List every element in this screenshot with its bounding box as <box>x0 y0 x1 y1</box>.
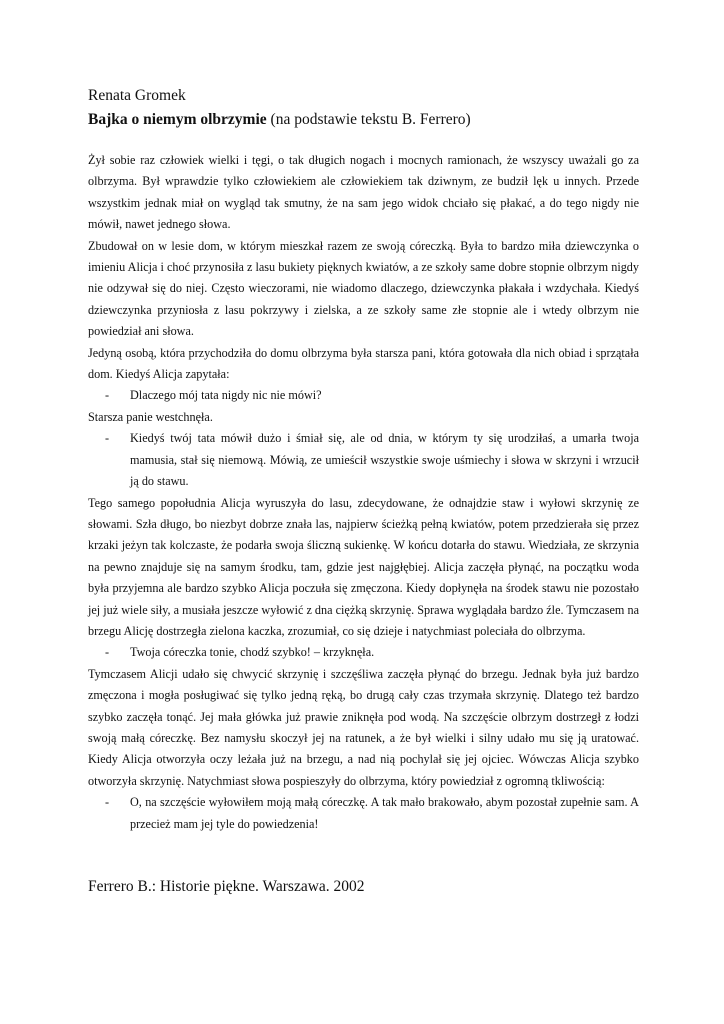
paragraph: Zbudował on w lesie dom, w którym mieszkał razem ze swoją córeczką. Była to bardzo miła dziewczynka o imieniu Alicja i choć przynosiła z lasu bukiety pięknych kwiatów, a ze szkoły same dobre stopnie olbrzym nigdy nie odzywał się do niej. Często wieczorami, nie wiadomo dlaczego, dziewczynka płakała i wzdychała. Kiedyś dziewczynka przyniosła z lasu pokrzywy i zielska, a ze szkoły same złe stopnie ale i wtedy olbrzym nie powiedział ani słowa. <box>88 238 639 339</box>
dialogue-text: Kiedyś twój tata mówił dużo i śmiał się, ale od dnia, w którym ty się urodziłaś, a umarła twoja mamusia, stał się niemową. Mówią, ze umieścił wszystkie swoje uśmiechy i słowa w skrzyni i wrzucił ją do stawu. <box>130 431 639 489</box>
dialogue-text: Twoja córeczka tonie, chodź szybko! – krzyknęła. <box>130 645 375 660</box>
dialogue-line <box>88 428 639 492</box>
story-body <box>88 150 639 835</box>
title-subtitle: (na podstawie tekstu B. Ferrero) <box>266 111 471 128</box>
dash-marker: - <box>105 388 110 403</box>
dialogue-text: Dlaczego mój tata nigdy nic nie mówi? <box>130 388 322 403</box>
dialogue-text: O, na szczęście wyłowiłem moją małą córeczkę. A tak mało brakowało, abym pozostał zupełnie sam. A przecież mam jej tyle do powiedzenia! <box>130 795 639 831</box>
title-main: Bajka o niemym olbrzymie <box>88 111 267 128</box>
paragraph: Starsza panie westchnęła. <box>88 409 213 424</box>
paragraph: Tego samego popołudnia Alicja wyruszyła do lasu, zdecydowane, że odnajdzie staw i wyłowi skrzynię ze słowami. Szła długo, bo niezbyt dobrze znała las, najpierw ścieżką pełną kwiatów, potem przedzierała się przez krzaki jeżyn tak kolczaste, że podarła swoja śliczną sukienkę. W końcu dotarła do stawu. Wiedziała, ze skrzynia na pewno znajduje się na samym środku, tam, gdzie jest najgłębiej. Alicja zaczęła płynąć, na początku woda była przyjemna ale bardzo szybko Alicja poczuła się zmęczona. Kiedy dopłynęła na środek stawu nie pozostało jej już wiele siły, a musiała jeszcze wyłowić z dna ciężką skrzynię. Sprawa wyglądała bardzo źle. Tymczasem na brzegu Alicję dostrzegła zielona kaczka, zrozumiał, co się dzieje i natychmiast poleciała do olbrzyma. <box>88 495 639 638</box>
paragraph: Jedyną osobą, która przychodziła do domu olbrzyma była starsza pani, która gotowała dla nich obiad i sprzątała dom. Kiedyś Alicja zapytała: <box>88 345 639 382</box>
paragraph: Żył sobie raz człowiek wielki i tęgi, o tak długich nogach i mocnych ramionach, że wszyscy uważali go za olbrzyma. Był wprawdzie tylko człowiekiem ale człowiekiem tak dziwnym, ze budził lęk u innych. Przede wszystkim jednak miał on wygląd tak smutny, że na sam jego widok chciało się płakać, a do tego nigdy nie mówił, nawet jednego słowa. <box>88 153 639 232</box>
dialogue-line <box>88 642 639 663</box>
paragraph: Tymczasem Alicji udało się chwycić skrzynię i szczęśliwa zaczęła płynąć do brzegu. Jednak była już bardzo zmęczona i mogła posługiwać się tylko jedną ręką, bo drugą cały czas trzymała skrzynię. Dlatego też bardzo szybko zaczęła tonąć. Jej mała główka już prawie zniknęła pod wodą. Na szczęście olbrzym dostrzegł z łodzi swoją małą córeczkę. Bez namysłu skoczył jej na ratunek, a że był wielki i silny udało mu się ją uratować. Kiedy Alicja otworzyła oczy leżała już na brzegu, a nad nią pochylał się jej ojciec. Wówczas Alicja szybko otworzyła skrzynię. Natychmiast słowa pospieszyły do olbrzyma, który powiedział z ogromną tkliwością: <box>88 666 639 788</box>
source-citation: Ferrero B.: Historie piękne. Warszawa. 2002 <box>88 878 365 895</box>
author-name: Renata Gromek <box>88 87 186 104</box>
dash-marker: - <box>105 645 110 660</box>
dialogue-line <box>88 792 639 835</box>
dash-marker: - <box>105 795 110 810</box>
document-title <box>88 110 471 130</box>
dialogue-line <box>88 385 639 406</box>
dash-marker: - <box>105 431 110 446</box>
